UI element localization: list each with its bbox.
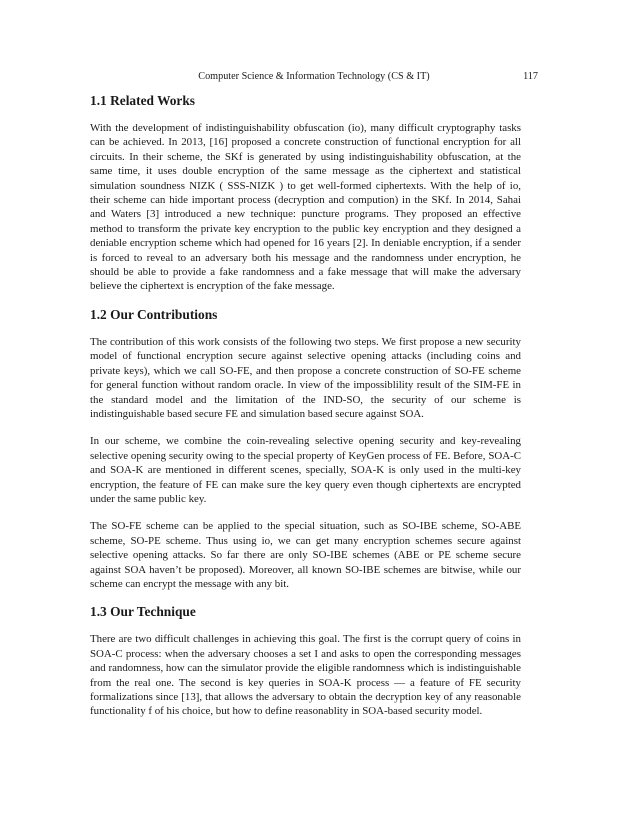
paragraph: The contribution of this work consists of the following two steps. We first propose a new security model of functional encryption secure against selective opening attacks (including coins and private keys), which we call SO-FE, and then propose a concrete construction of SO-FE scheme for general function without random oracle. In view of the impossiblility result of the SIM-FE in the standard model and the limitation of the IND-SO, the security of our scheme is indistinguishable based secure FE and simulation based secure against SOA. [90,335,521,420]
section-our-technique [90,603,521,718]
paragraph: With the development of indistinguishability obfuscation (io), many difficult cryptography tasks can be achieved. In 2013, [16] proposed a concrete construction of functional encryption for all circuits. In their scheme, the SKf is generated by using indistinguishability obfuscation, at the same time, it uses double encryption of the same message as the ciphertext and statistical simulation soundness NIZK ( SSS-NIZK ) to get well-formed ciphertexts. With the help of io, their scheme can hide important process (decryption and compution) in the SKf. In 2014, Sahai and Waters [3] introduced a new technique: puncture programs. They proposed an effective method to transform the private key encryption to the public key encryption and they designed a deniable encryption scheme which had opened for 16 years [2]. In deniable encryption, if a sender is forced to reveal to an adversary both his message and the randomness under encryption, he should be able to provide a fake randomness and a fake message that will make the adversary believe the ciphertext is encryption of the fake message. [90,122,521,293]
section-heading: 1.2 Our Contributions [90,306,218,322]
page-number: 117 [523,71,538,82]
journal-title: Computer Science & Information Technology (CS & IT) [198,71,430,82]
section-our-contributions [90,306,521,592]
section-heading: 1.3 Our Technique [90,604,196,620]
running-header [90,70,538,84]
paragraph: The SO-FE scheme can be applied to the special situation, such as SO-IBE scheme, SO-ABE scheme, SO-PE scheme. Thus using io, we can get many encryption schemes secure against selective opening attacks. So far there are only SO-IBE schemes (ABE or PE scheme secure against SOA haven’t be proposed). Moreover, all known SO-IBE schemes are bitwise, while our scheme can encrypt the message with any bit. [90,520,521,590]
section-heading: 1.1 Related Works [90,93,196,108]
paragraph: There are two difficult challenges in achieving this goal. The first is the corrupt query of coins in SOA-C process: when the adversary chooses a set I and asks to open the corresponding messages and randomness, how can the simulator provide the eligible randomness which is indistinguishable from the real one. The second is key queries in SOA-K process — a feature of FE security formalizations since [13], that allows the adversary to obtain the decryption key of any reasonable functionality f of his choice, but how to define reasonablity in SOA-based security model. [90,633,522,718]
section-related-works [90,92,521,294]
paragraph: In our scheme, we combine the coin-revealing selective opening security and key-revealing selective opening security owing to the special property of KeyGen process of FE. Before, SOA-C and SOA-K are mentioned in different scenes, specially, SOA-K is only used in the multi-key encryption, the feature of FE can make sure the key query even though ciphertexts are encrypted under the same public key. [90,435,521,505]
body-content [90,88,521,719]
